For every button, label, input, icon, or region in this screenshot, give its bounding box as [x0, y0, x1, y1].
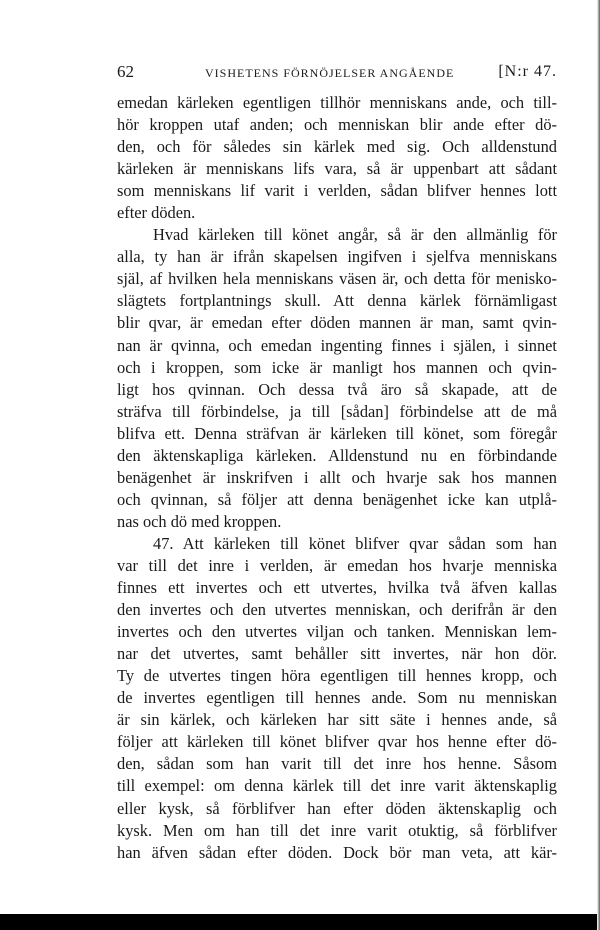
text-line: 47. Att kärleken till könet blifver qvar sådan som han — [153, 533, 557, 553]
text-line: blir qvar, är emedan efter döden mannen är man, samt qvin- — [117, 313, 557, 333]
text-line: den, sådan som han varit till det inre hos henne. Såsom — [117, 754, 557, 774]
text-line: Hvad kärleken till könet angår, så är den allmänlig för — [153, 225, 557, 245]
text-line: och qvinnan, så följer att denna benägenhet icke kan utplå- — [117, 489, 557, 509]
text-line: följer att kärleken till könet blifver qvar hos henne efter dö- — [117, 732, 557, 752]
text-line: benägenhet är inskrifven i allt och hvarje sak hos mannen — [117, 467, 557, 487]
text-line: ligt hos qvinnan. Och dessa två äro så skapade, att de — [117, 379, 557, 399]
text-line: emedan kärleken egentligen tillhör menniskans ande, och till- — [117, 93, 557, 112]
text-line: till exempel: om denna kärlek till det inre varit äktenskaplig — [117, 776, 557, 796]
text-line: slägtets fortplantnings skull. Att denna kärlek förnämligast — [117, 291, 557, 311]
text-line: nas och dö med kroppen. — [117, 511, 282, 531]
text-line: nar det utvertes, samt behåller sitt invertes, när hon dör. — [117, 644, 557, 664]
text-line: nan är qvinna, och emedan ingenting finnes i själen, i sinnet — [117, 335, 557, 355]
page-number: 62 — [117, 62, 134, 81]
text-line: alla, ty han är ifrån skapelsen ingifven i sjelfva menniskans — [117, 247, 557, 267]
text-line: och i kroppen, som icke är manligt hos mannen och qvin- — [117, 357, 557, 377]
page-header — [117, 62, 557, 84]
text-line: den, och för således sin kärlek med sig. Och alldenstund — [117, 137, 557, 157]
text-line: kärleken är menniskans lifs vara, så är uppenbart att sådant — [117, 159, 557, 179]
text-line: Ty de utvertes tingen höra egentligen till hennes kropp, och — [117, 666, 557, 686]
text-line: som menniskans lif varit i verlden, sådan blifver hennes lott — [117, 181, 557, 201]
text-line: kysk. Men om han till det inre varit otuktig, så förblifver — [117, 820, 557, 840]
text-line: efter döden. — [117, 203, 196, 223]
text-line: eller kysk, så förblifver han efter döden äktenskaplig och — [117, 798, 557, 818]
text-line: den äktenskapliga kärleken. Alldenstund nu en förbindande — [117, 445, 557, 465]
text-line: sträfva till förbindelse, ja till [sådan] förbindelse att de må — [117, 401, 557, 421]
text-line: hör kroppen utaf anden; och menniskan blir ande efter dö- — [117, 115, 557, 135]
body-text — [117, 92, 557, 864]
text-line: den invertes och den utvertes menniskan, och derifrån är den — [117, 600, 557, 620]
text-line: de invertes egentligen till hennes ande. Som nu menniskan — [117, 688, 557, 708]
text-line: invertes och den utvertes viljan och tanken. Menniskan lem- — [117, 622, 557, 642]
text-line: han äfven sådan efter döden. Dock bör man veta, att kär- — [117, 842, 557, 862]
text-line: blifva ett. Denna sträfvan är kärleken till könet, som föregår — [117, 423, 557, 443]
text-line: var till det inre i verlden, är emedan hos hvarje menniska — [117, 555, 557, 575]
text-line: är sin kärlek, och kärleken har sitt säte i hennes ande, så — [117, 710, 557, 730]
section-reference: [N:r 47. — [498, 63, 557, 80]
text-line: finnes ett invertes och ett utvertes, hvilka två äfven kallas — [117, 578, 557, 598]
running-title: VISHETENS FÖRNÖJELSER ANGÅENDE — [205, 66, 455, 80]
scan-border-bottom — [0, 914, 600, 930]
text-line: själ, af hvilken hela menniskans väsen är, och detta för menisko- — [117, 269, 557, 289]
